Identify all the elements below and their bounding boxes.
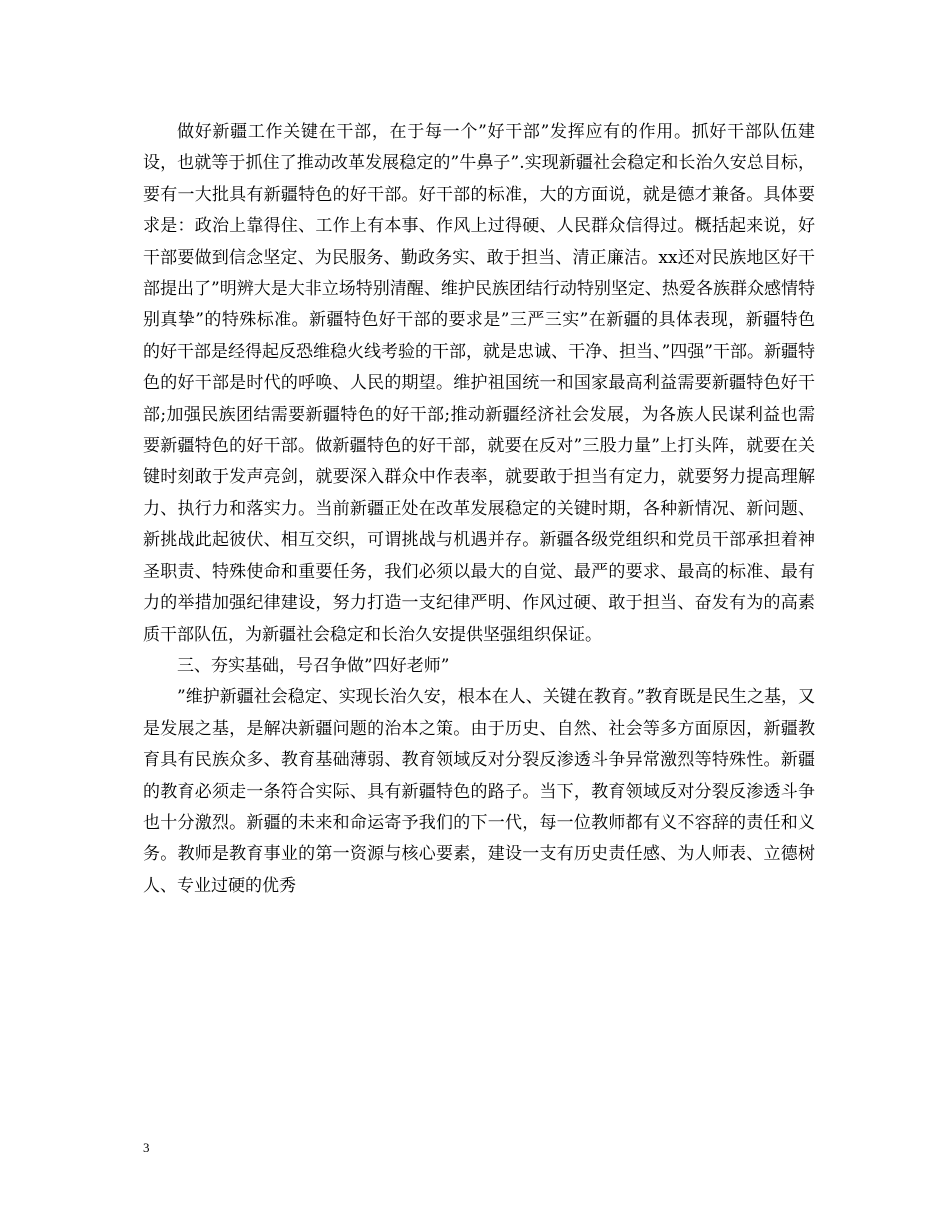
- body-text: [143, 117, 815, 902]
- paragraph-education: ”维护新疆社会稳定、实现长治久安，根本在人、关键在教育。”教育既是民生之基，又是发展之基，是解决新疆问题的治本之策。由于历史、自然、社会等多方面原因，新疆教育具有民族众多、教育基础薄弱、教育领域反对分裂反渗透斗争异常激烈等特殊性。新疆的教育必须走一条符合实际、具有新疆特色的路子。当下，教育领域反对分裂反渗透斗争也十分激烈。新疆的未来和命运寄予我们的下一代，每一位教师都有义不容辞的责任和义务。教师是教育事业的第一资源与核心要素，建设一支有历史责任感、为人师表、立德树人、专业过硬的优秀: [143, 687, 815, 896]
- page-number: 3: [143, 1140, 150, 1155]
- section-heading-four-good-teachers: 三、夯实基础，号召争做”四好老师”: [177, 655, 450, 676]
- paragraph-good-cadres: 做好新疆工作关键在干部，在于每一个”好干部”发挥应有的作用。抓好干部队伍建设，也就等于抓住了推动改革发展稳定的”牛鼻子”.实现新疆社会稳定和长治久安总目标，要有一大批具有新疆特色的好干部。好干部的标准，大的方面说，就是德才兼备。具体要求是：政治上靠得住、工作上有本事、作风上过得硬、人民群众信得过。概括起来说，好干部要做到信念坚定、为民服务、勤政务实、敢于担当、清正廉洁。xx还对民族地区好干部提出了”明辨大是大非立场特别清醒、维护民族团结行动特别坚定、热爱各族群众感情特别真挚”的特殊标准。新疆特色好干部的要求是”三严三实”在新疆的具体表现，新疆特色的好干部是经得起反恐维稳火线考验的干部，就是忠诚、干净、担当、”四强”干部。新疆特色的好干部是时代的呼唤、人民的期望。维护祖国统一和国家最高利益需要新疆特色好干部;加强民族团结需要新疆特色的好干部;推动新疆经济社会发展，为各族人民谋利益也需要新疆特色的好干部。做新疆特色的好干部，就要在反对”三股力量”上打头阵，就要在关键时刻敢于发声亮剑，就要深入群众中作表率，就要敢于担当有定力，就要努力提高理解力、执行力和落实力。当前新疆正处在改革发展稳定的关键时期，各种新情况、新问题、新挑战此起彼伏、相互交织，可谓挑战与机遇并存。新疆各级党组织和党员干部承担着神圣职责、特殊使命和重要任务，我们必须以最大的自觉、最严的要求、最高的标准、最有力的举措加强纪律建设，努力打造一支纪律严明、作风过硬、敢于担当、奋发有为的高素质干部队伍，为新疆社会稳定和长治久安提供坚强组织保证。: [143, 122, 815, 645]
